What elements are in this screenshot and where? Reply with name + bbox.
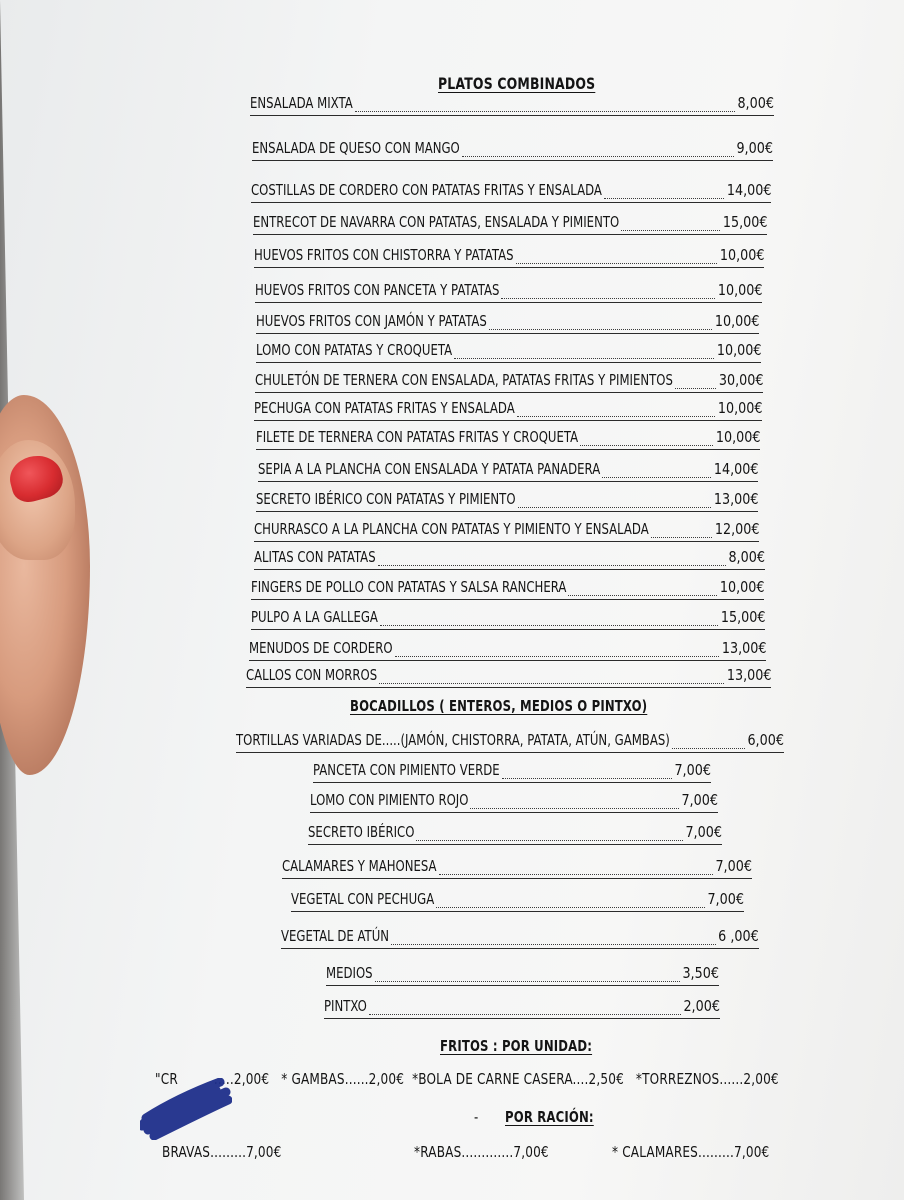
dot-leader: [502, 777, 673, 779]
item-price: 13,00€: [721, 639, 766, 657]
item-price: 13,00€: [713, 490, 758, 508]
item-price: 13,00€: [726, 666, 771, 684]
item-name: VEGETAL CON PECHUGA: [291, 890, 435, 908]
underline: [254, 267, 764, 268]
dot-leader: [439, 873, 714, 875]
section-title-bocadillos: BOCADILLOS ( ENTEROS, MEDIOS O PINTXO): [350, 697, 648, 715]
menu-item: [256, 490, 758, 512]
menu-item: [252, 139, 773, 161]
item-price: 7,00€: [715, 857, 752, 875]
dot-leader: [621, 229, 720, 231]
item-price: 12,00€: [714, 520, 759, 538]
underline: [254, 569, 765, 570]
dot-leader: [378, 564, 727, 566]
dot-leader: [375, 980, 681, 982]
dot-leader: [604, 197, 724, 199]
menu-item: [246, 666, 771, 688]
underline: [324, 1018, 720, 1019]
fritos-racion-dash: -: [474, 1108, 479, 1126]
underline: [282, 878, 752, 879]
underline: [251, 202, 771, 203]
dot-leader: [501, 297, 715, 299]
item-price: 7,00€: [685, 823, 722, 841]
item-price: 14,00€: [713, 460, 758, 478]
underline: [251, 629, 765, 630]
item-name: ENSALADA DE QUESO CON MANGO: [252, 139, 460, 157]
item-price: 9,00€: [736, 139, 773, 157]
underline: [256, 362, 761, 363]
underline: [256, 511, 758, 512]
racion-item-rabas: *RABAS.............7,00€: [414, 1143, 549, 1161]
item-price: 15,00€: [720, 608, 765, 626]
item-price: 7,00€: [681, 791, 718, 809]
item-name: FILETE DE TERNERA CON PATATAS FRITAS Y CROQUETA: [256, 428, 579, 446]
item-price: 10,00€: [715, 428, 760, 446]
item-name: PECHUGA CON PATATAS FRITAS Y ENSALADA: [254, 399, 515, 417]
menu-item: [255, 281, 762, 303]
menu-item: [251, 608, 765, 630]
menu-item: [256, 312, 759, 334]
item-price: 8,00€: [728, 548, 765, 566]
item-price: 10,00€: [717, 281, 762, 299]
item-name: MENUDOS DE CORDERO: [249, 639, 393, 657]
item-name: PULPO A LA GALLEGA: [251, 608, 378, 626]
dot-leader: [454, 357, 714, 359]
item-name: LOMO CON PIMIENTO ROJO: [310, 791, 469, 809]
item-price: 10,00€: [714, 312, 759, 330]
item-name: SECRETO IBÉRICO: [308, 823, 415, 841]
item-price: 2,00€: [683, 997, 720, 1015]
menu-item: [258, 460, 758, 482]
item-name: TORTILLAS VARIADAS DE.....(JAMÓN, CHISTORRA, PATATA, ATÚN, GAMBAS): [236, 731, 670, 749]
dot-leader: [580, 444, 713, 446]
dot-leader: [602, 476, 711, 478]
item-name: LOMO CON PATATAS Y CROQUETA: [256, 341, 453, 359]
item-price: 6 ,00€: [718, 927, 759, 945]
item-name: COSTILLAS DE CORDERO CON PATATAS FRITAS Y ENSALADA: [251, 181, 602, 199]
item-price: 3,50€: [682, 964, 719, 982]
menu-item: [249, 639, 766, 661]
dot-leader: [470, 807, 679, 809]
dot-leader: [489, 328, 713, 330]
racion-item-bravas: BRAVAS.........7,00€: [162, 1143, 282, 1161]
item-name: HUEVOS FRITOS CON JAMÓN Y PATATAS: [256, 312, 487, 330]
item-name: CALLOS CON MORROS: [246, 666, 378, 684]
item-name: CHURRASCO A LA PLANCHA CON PATATAS Y PIMIENTO Y ENSALADA: [254, 520, 649, 538]
dot-leader: [516, 262, 718, 264]
menu-item: [254, 399, 762, 421]
item-name: VEGETAL DE ATÚN: [281, 927, 390, 945]
dot-leader: [416, 839, 683, 841]
underline: [326, 985, 719, 986]
menu-item: [254, 548, 765, 570]
dot-leader: [395, 655, 720, 657]
menu-item: [324, 997, 720, 1019]
underline: [253, 234, 767, 235]
item-price: 10,00€: [716, 341, 761, 359]
underline: [256, 333, 759, 334]
underline: [254, 420, 762, 421]
menu-item: [253, 213, 767, 235]
dot-leader: [518, 506, 712, 508]
item-name: HUEVOS FRITOS CON PANCETA Y PATATAS: [255, 281, 500, 299]
item-name: CALAMARES Y MAHONESA: [282, 857, 437, 875]
underline: [258, 481, 758, 482]
menu-item: [251, 181, 771, 203]
menu-item: [308, 823, 722, 845]
dot-leader: [651, 536, 713, 538]
menu-item: [313, 761, 711, 783]
dot-leader: [462, 155, 735, 157]
menu-item: [282, 857, 752, 879]
item-name: SECRETO IBÉRICO CON PATATAS Y PIMIENTO: [256, 490, 516, 508]
item-price: 10,00€: [719, 578, 764, 596]
item-name: ENSALADA MIXTA: [250, 94, 353, 112]
menu-item: [250, 94, 774, 116]
dot-leader: [568, 594, 717, 596]
dot-leader: [355, 110, 736, 112]
item-name: PINTXO: [324, 997, 367, 1015]
underline: [249, 660, 766, 661]
underline: [250, 115, 774, 116]
dot-leader: [672, 747, 746, 749]
underline: [310, 812, 718, 813]
menu-item: [326, 964, 719, 986]
menu-item: [255, 371, 763, 393]
underline: [255, 302, 762, 303]
item-name: HUEVOS FRITOS CON CHISTORRA Y PATATAS: [254, 246, 514, 264]
item-price: 14,00€: [726, 181, 771, 199]
dot-leader: [379, 682, 724, 684]
underline: [251, 599, 764, 600]
item-price: 15,00€: [722, 213, 767, 231]
dot-leader: [675, 387, 716, 389]
fritos-unidad-line: "CR .....2,00€ * GAMBAS......2,00€ *BOLA DE CARNE CASERA....2,50€ *TORREZNOS......2,00€: [155, 1070, 779, 1088]
menu-item: [310, 791, 718, 813]
item-name: ALITAS CON PATATAS: [254, 548, 376, 566]
underline: [256, 449, 760, 450]
underline: [254, 541, 759, 542]
dot-leader: [380, 624, 718, 626]
item-name: MEDIOS: [326, 964, 373, 982]
item-price: 7,00€: [674, 761, 711, 779]
item-price: 6,00€: [747, 731, 784, 749]
underline: [291, 911, 744, 912]
dot-leader: [436, 906, 705, 908]
item-name: PANCETA CON PIMIENTO VERDE: [313, 761, 500, 779]
menu-item: [256, 341, 761, 363]
item-name: ENTRECOT DE NAVARRA CON PATATAS, ENSALADA Y PIMIENTO: [253, 213, 620, 231]
underline: [313, 782, 711, 783]
underline: [308, 844, 722, 845]
menu-item: [291, 890, 744, 912]
dot-leader: [517, 415, 716, 417]
menu-item: [254, 520, 759, 542]
menu-item: [256, 428, 760, 450]
dot-leader: [369, 1013, 682, 1015]
underline: [281, 948, 759, 949]
item-name: CHULETÓN DE TERNERA CON ENSALADA, PATATAS FRITAS Y PIMIENTOS: [255, 371, 673, 389]
menu-item: [254, 246, 764, 268]
item-price: 30,00€: [718, 371, 763, 389]
underline: [255, 392, 763, 393]
underline: [252, 160, 773, 161]
menu-item-tortillas: [236, 731, 784, 753]
item-price: 10,00€: [719, 246, 764, 264]
section-title-fritos: FRITOS : POR UNIDAD:: [440, 1037, 593, 1055]
item-name: FINGERS DE POLLO CON PATATAS Y SALSA RANCHERA: [251, 578, 567, 596]
menu-item: [251, 578, 764, 600]
section-title-por-racion: POR RACIÓN:: [505, 1108, 594, 1126]
underline: [236, 752, 784, 753]
underline: [246, 687, 771, 688]
item-name: SEPIA A LA PLANCHA CON ENSALADA Y PATATA PANADERA: [258, 460, 601, 478]
racion-item-calamares: * CALAMARES.........7,00€: [612, 1143, 770, 1161]
item-price: 7,00€: [707, 890, 744, 908]
item-price: 10,00€: [717, 399, 762, 417]
dot-leader: [391, 943, 716, 945]
scribble-marker: [140, 1078, 232, 1140]
item-price: 8,00€: [737, 94, 774, 112]
menu-item: [281, 927, 759, 949]
section-title-platos-combinados: PLATOS COMBINADOS: [438, 74, 596, 93]
